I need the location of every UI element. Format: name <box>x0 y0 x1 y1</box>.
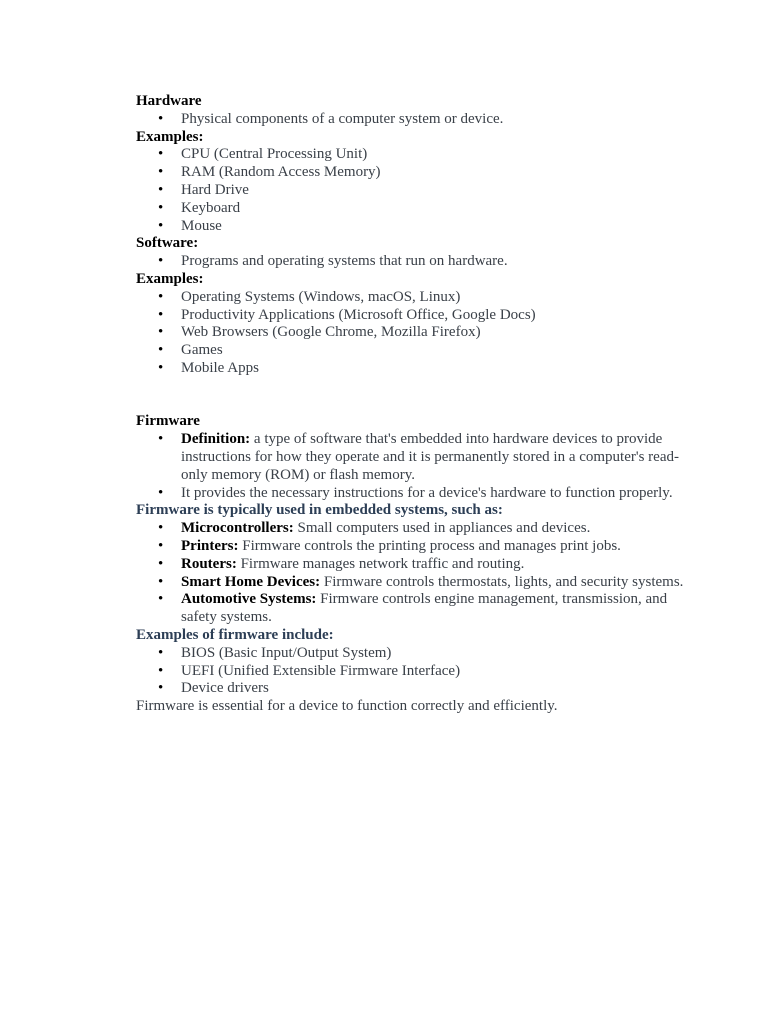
firmware-points-list <box>136 431 684 502</box>
list-item-term: Routers: <box>181 555 237 572</box>
list-item-text: Programs and operating systems that run on hardware. <box>181 253 508 270</box>
list-item <box>136 289 684 307</box>
bullet-icon: • <box>158 520 164 537</box>
hardware-heading: Hardware <box>136 93 202 109</box>
list-item <box>136 591 684 627</box>
list-item-text: Small computers used in appliances and devices. <box>293 520 591 537</box>
bullet-icon: • <box>158 662 164 679</box>
list-item <box>136 182 684 200</box>
list-item-text: Web Browsers (Google Chrome, Mozilla Firefox) <box>181 324 481 341</box>
list-item-text: Keyboard <box>181 199 241 216</box>
list-item <box>136 200 684 218</box>
list-item-text: Firmware manages network traffic and routing. <box>236 555 525 572</box>
list-item-text: CPU (Central Processing Unit) <box>181 146 368 163</box>
bullet-icon: • <box>158 306 164 323</box>
list-item <box>136 556 684 574</box>
bullet-icon: • <box>158 573 164 590</box>
list-item-text: Physical components of a computer system or device. <box>181 110 504 127</box>
list-item-text: It provides the necessary instructions for a device's hardware to function properly. <box>181 484 673 501</box>
list-item <box>136 342 684 360</box>
list-item-text: Firmware controls the printing process and manages print jobs. <box>238 537 621 554</box>
section-spacer <box>136 378 684 414</box>
firmware-usage-list <box>136 520 684 627</box>
bullet-icon: • <box>158 110 164 127</box>
bullet-icon: • <box>158 537 164 554</box>
list-item-text: a type of software that's embedded into hardware devices to provide instructions for how they operate and it is permanently stored in a computer's read-only memory (ROM) or flash memory. <box>181 431 679 483</box>
list-item-text: Operating Systems (Windows, macOS, Linux) <box>181 288 461 305</box>
list-item <box>136 253 684 271</box>
list-item-term: Microcontrollers: <box>181 520 294 537</box>
list-item-text: Firmware controls thermostats, lights, and security systems. <box>320 573 684 590</box>
list-item <box>136 538 684 556</box>
list-item-text: BIOS (Basic Input/Output System) <box>181 644 392 661</box>
bullet-icon: • <box>158 146 164 163</box>
bullet-icon: • <box>158 199 164 216</box>
firmware-heading: Firmware <box>136 413 200 430</box>
document-page <box>136 93 684 716</box>
bullet-icon: • <box>158 342 164 359</box>
list-item <box>136 431 684 484</box>
list-item <box>136 218 684 236</box>
list-item-text: Mouse <box>181 217 222 234</box>
bullet-icon: • <box>158 164 164 181</box>
list-item-text: Productivity Applications (Microsoft Office, Google Docs) <box>181 306 536 323</box>
list-item <box>136 360 684 378</box>
bullet-icon: • <box>158 591 164 608</box>
bullet-icon: • <box>158 253 164 270</box>
list-item-text: Mobile Apps <box>181 359 259 376</box>
firmware-examples-heading: Examples of firmware include: <box>136 626 334 643</box>
list-item-term: Automotive Systems: <box>181 591 317 608</box>
software-heading: Software: <box>136 235 199 252</box>
bullet-icon: • <box>158 217 164 234</box>
list-item-term: Definition: <box>181 431 251 448</box>
bullet-icon: • <box>158 431 164 448</box>
hardware-examples-heading: Examples: <box>136 128 204 145</box>
bullet-icon: • <box>158 644 164 661</box>
list-item-text: Games <box>181 342 223 359</box>
list-item <box>136 680 684 698</box>
list-item-term: Smart Home Devices: <box>181 573 321 590</box>
list-item <box>136 164 684 182</box>
hardware-definition-list <box>136 111 684 129</box>
bullet-icon: • <box>158 324 164 341</box>
list-item <box>136 307 684 325</box>
list-item-text: UEFI (Unified Extensible Firmware Interface) <box>181 662 461 679</box>
bullet-icon: • <box>158 288 164 305</box>
list-item-text: Device drivers <box>181 680 269 697</box>
software-definition-list <box>136 253 684 271</box>
list-item <box>136 324 684 342</box>
software-examples-list <box>136 289 684 378</box>
list-item <box>136 146 684 164</box>
list-item <box>136 574 684 592</box>
software-examples-heading: Examples: <box>136 270 204 287</box>
list-item <box>136 663 684 681</box>
bullet-icon: • <box>158 555 164 572</box>
firmware-conclusion: Firmware is essential for a device to function correctly and efficiently. <box>136 698 558 715</box>
list-item-text: RAM (Random Access Memory) <box>181 164 381 181</box>
firmware-usage-heading: Firmware is typically used in embedded systems, such as: <box>136 502 503 519</box>
list-item-term: Printers: <box>181 537 239 554</box>
list-item <box>136 111 684 129</box>
list-item <box>136 485 684 503</box>
bullet-icon: • <box>158 181 164 198</box>
list-item <box>136 645 684 663</box>
list-item-text: Hard Drive <box>181 181 249 198</box>
bullet-icon: • <box>158 359 164 376</box>
bullet-icon: • <box>158 484 164 501</box>
firmware-examples-list <box>136 645 684 698</box>
hardware-examples-list <box>136 146 684 235</box>
list-item <box>136 520 684 538</box>
list-item-text: Firmware controls engine management, transmission, and safety systems. <box>181 591 668 626</box>
bullet-icon: • <box>158 680 164 697</box>
